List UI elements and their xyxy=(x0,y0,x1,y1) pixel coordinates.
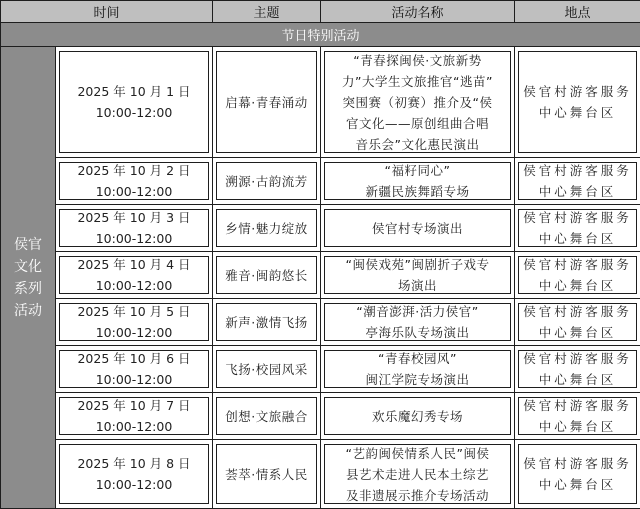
table-row xyxy=(1,205,640,252)
activity-name-cell xyxy=(321,346,515,393)
group-label-line: 活动 xyxy=(1,300,55,322)
activity-name-line: 新疆民族舞蹈专场 xyxy=(366,181,470,202)
time-cell-box xyxy=(59,209,209,247)
date-text: 2025 年 10 月 3 日 xyxy=(77,207,190,228)
activity-name-box xyxy=(324,397,511,435)
activity-name-line: 欢乐魔幻秀专场 xyxy=(372,406,463,427)
time-cell-box xyxy=(59,51,209,153)
activity-name-line: 县艺术走进人民本土综艺 xyxy=(346,464,489,485)
date-text: 2025 年 10 月 1 日 xyxy=(77,81,190,102)
time-cell-box xyxy=(59,256,209,294)
activity-name-box xyxy=(324,444,511,504)
activity-name-cell xyxy=(321,47,515,158)
theme-text: 溯源·古韵流芳 xyxy=(225,171,307,192)
location-box xyxy=(518,256,637,294)
location-cell xyxy=(515,205,640,252)
time-cell xyxy=(56,346,213,393)
theme-text: 飞扬·校园风采 xyxy=(225,359,307,380)
time-text: 10:00-12:00 xyxy=(96,416,173,437)
theme-cell xyxy=(213,47,321,158)
location-line: 侯官村游客服务 xyxy=(523,348,632,369)
activity-name-line: “艺韵闽侯情系人民”闽侯 xyxy=(346,443,490,464)
theme-cell xyxy=(213,252,321,299)
theme-cell xyxy=(213,393,321,440)
activity-name-cell xyxy=(321,252,515,299)
location-box xyxy=(518,209,637,247)
location-cell xyxy=(515,158,640,205)
location-line: 中心舞台区 xyxy=(539,322,617,343)
location-box xyxy=(518,51,637,153)
time-cell xyxy=(56,252,213,299)
theme-cell-box xyxy=(216,350,317,388)
section-title: 节日特别活动 xyxy=(1,23,640,47)
location-line: 侯官村游客服务 xyxy=(523,207,632,228)
theme-text: 启幕·青春涌动 xyxy=(225,92,307,113)
section-row xyxy=(1,23,640,47)
location-line: 中心舞台区 xyxy=(539,228,617,249)
location-line: 侯官村游客服务 xyxy=(523,160,632,181)
location-line: 中心舞台区 xyxy=(539,102,617,123)
time-text: 10:00-12:00 xyxy=(96,322,173,343)
group-label-line: 系列 xyxy=(1,278,55,300)
header-time: 时间 xyxy=(1,1,213,23)
time-cell-box xyxy=(59,444,209,504)
activity-name-box xyxy=(324,350,511,388)
location-cell xyxy=(515,252,640,299)
time-cell xyxy=(56,440,213,509)
location-line: 中心舞台区 xyxy=(539,181,617,202)
theme-text: 创想·文旅融合 xyxy=(225,406,307,427)
header-activity-name: 活动名称 xyxy=(321,1,515,23)
time-cell-box xyxy=(59,397,209,435)
location-cell xyxy=(515,440,640,509)
location-cell xyxy=(515,346,640,393)
time-cell-box xyxy=(59,303,209,341)
activity-name-line: 亭海乐队专场演出 xyxy=(366,322,470,343)
activity-name-line: 侯官村专场演出 xyxy=(372,218,463,239)
location-line: 侯官村游客服务 xyxy=(523,254,632,275)
header-location: 地点 xyxy=(515,1,640,23)
group-label xyxy=(1,47,56,509)
activity-name-line: 音乐会”文化惠民演出 xyxy=(356,134,480,155)
theme-text: 乡情·魅力绽放 xyxy=(225,218,307,239)
activity-name-line: 场演出 xyxy=(398,275,437,296)
theme-text: 雅音·闽韵悠长 xyxy=(225,265,307,286)
location-cell xyxy=(515,299,640,346)
activity-name-cell xyxy=(321,393,515,440)
time-cell xyxy=(56,47,213,158)
time-text: 10:00-12:00 xyxy=(96,228,173,249)
time-cell xyxy=(56,299,213,346)
activity-name-box xyxy=(324,209,511,247)
date-text: 2025 年 10 月 6 日 xyxy=(77,348,190,369)
time-text: 10:00-12:00 xyxy=(96,369,173,390)
time-text: 10:00-12:00 xyxy=(96,181,173,202)
location-cell xyxy=(515,393,640,440)
activity-name-line: 官文化——原创组曲合唱 xyxy=(346,113,489,134)
activity-name-cell xyxy=(321,158,515,205)
table-row xyxy=(1,47,640,158)
theme-text: 荟萃·情系人民 xyxy=(225,464,307,485)
location-line: 中心舞台区 xyxy=(539,474,617,495)
activity-name-box xyxy=(324,303,511,341)
theme-cell xyxy=(213,158,321,205)
date-text: 2025 年 10 月 5 日 xyxy=(77,301,190,322)
time-text: 10:00-12:00 xyxy=(96,275,173,296)
activity-name-cell xyxy=(321,299,515,346)
time-text: 10:00-12:00 xyxy=(96,102,173,123)
theme-cell-box xyxy=(216,209,317,247)
location-box xyxy=(518,350,637,388)
theme-cell-box xyxy=(216,256,317,294)
date-text: 2025 年 10 月 7 日 xyxy=(77,395,190,416)
date-text: 2025 年 10 月 8 日 xyxy=(77,453,190,474)
activity-name-box xyxy=(324,51,511,153)
location-box xyxy=(518,303,637,341)
table-row xyxy=(1,393,640,440)
time-cell xyxy=(56,393,213,440)
group-label-line: 文化 xyxy=(1,256,55,278)
activity-name-cell xyxy=(321,205,515,252)
location-line: 中心舞台区 xyxy=(539,416,617,437)
theme-cell-box xyxy=(216,51,317,153)
location-line: 侯官村游客服务 xyxy=(523,301,632,322)
activity-name-line: 突围赛（初赛）推介及“侯 xyxy=(343,92,493,113)
table-row xyxy=(1,346,640,393)
location-box xyxy=(518,444,637,504)
activity-name-box xyxy=(324,162,511,200)
location-box xyxy=(518,397,637,435)
activity-name-line: “闽侯戏苑”闽剧折子戏专 xyxy=(346,254,490,275)
time-text: 10:00-12:00 xyxy=(96,474,173,495)
time-cell-box xyxy=(59,162,209,200)
date-text: 2025 年 10 月 4 日 xyxy=(77,254,190,275)
table-row xyxy=(1,158,640,205)
theme-cell-box xyxy=(216,444,317,504)
theme-cell-box xyxy=(216,303,317,341)
theme-cell-box xyxy=(216,162,317,200)
location-box xyxy=(518,162,637,200)
time-cell xyxy=(56,158,213,205)
location-line: 侯官村游客服务 xyxy=(523,395,632,416)
table-row xyxy=(1,299,640,346)
time-cell xyxy=(56,205,213,252)
header-row xyxy=(1,1,640,23)
location-line: 侯官村游客服务 xyxy=(523,453,632,474)
location-line: 中心舞台区 xyxy=(539,275,617,296)
table-row xyxy=(1,252,640,299)
activity-name-line: “福籽同心” xyxy=(385,160,451,181)
table-row xyxy=(1,440,640,509)
activity-name-line: 闽江学院专场演出 xyxy=(366,369,470,390)
theme-cell xyxy=(213,440,321,509)
location-line: 中心舞台区 xyxy=(539,369,617,390)
location-line: 侯官村游客服务 xyxy=(523,81,632,102)
location-cell xyxy=(515,47,640,158)
activity-name-line: 力”大学生文旅推官“逃苗” xyxy=(342,71,493,92)
activity-name-line: “青春校园风” xyxy=(378,348,457,369)
activity-name-cell xyxy=(321,440,515,509)
theme-text: 新声·激情飞扬 xyxy=(225,312,307,333)
theme-cell-box xyxy=(216,397,317,435)
date-text: 2025 年 10 月 2 日 xyxy=(77,160,190,181)
activity-name-box xyxy=(324,256,511,294)
activity-name-line: 及非遗展示推介专场活动 xyxy=(346,485,489,506)
activity-name-line: “青春探闽侯·文旅新势 xyxy=(353,50,481,71)
header-theme: 主题 xyxy=(213,1,321,23)
theme-cell xyxy=(213,346,321,393)
theme-cell xyxy=(213,299,321,346)
group-label-line: 侯官 xyxy=(1,234,55,256)
time-cell-box xyxy=(59,350,209,388)
theme-cell xyxy=(213,205,321,252)
activity-name-line: “潮音澎湃·活力侯官” xyxy=(356,301,478,322)
